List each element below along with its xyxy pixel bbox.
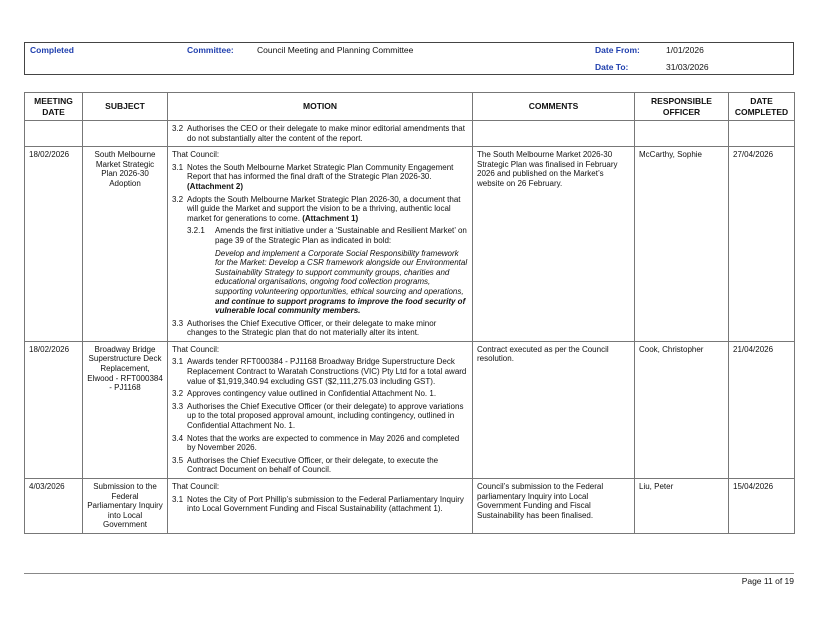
motion-item: 3.1 Notes the South Melbourne Market Strategic Plan Community Engagement Report that has informed the final draft of the Strategic Plan 2026-30. (Attachment 2): [172, 162, 454, 191]
motion-cell: [168, 121, 473, 147]
committee-value: Council Meeting and Planning Committee: [257, 45, 414, 55]
date-completed: 21/04/2026: [729, 341, 795, 478]
date-completed: 15/04/2026: [729, 479, 795, 534]
report-header: [24, 42, 794, 75]
motion-item: 3.2 Approves contingency value outlined in Confidential Attachment No. 1.: [172, 389, 437, 399]
meeting-date: 4/03/2026: [25, 479, 83, 534]
motion-subitem: 3.2.1 Amends the first initiative under a ‘Sustainable and Resilient Market’ on page 39 of the Strategic Plan as indicated in bold:: [187, 226, 467, 245]
table-row: [25, 479, 795, 534]
motion-cell: That Council: 3.1 Awards tender RFT000384 - PJ1168 Broadway Bridge Superstructure Deck Replacement Contract to Waratah Constructions (VIC) Pty Ltd for a total award value of $1,919,340.94 excluding GST ($2,111,275.03 including GST). 3.2 Approves contingency value outlined in Confidential Attachment No. 1. 3.3 Authorises the Chief Executive Officer (or their delegate) to approve variations up to the total proposed approval amount, including contingency, outlined in Confidential Attachment No. 1. 3.4 Notes that the works are expected to commence in May 2026 and completed by November 2026. 3.5 Authorises the Chief Executive Officer, or their delegate, to execute the Contract Document on behalf of Council.: [168, 341, 473, 478]
motion-quote: Develop and implement a Corporate Social Responsibility framework for the Market: Develop a CSR framework alongside our Environmental Sustainability Strategy to support community groups, charities and educational organisations, ongoing food collection programs, supporting volunteering opportunities, ethical sourcing and operations, and continue to support programs to improve the food security of vulnerable local community members.: [215, 248, 468, 316]
meeting-date: 18/02/2026: [25, 147, 83, 342]
table-header-row: [25, 93, 795, 121]
responsible-officer: Cook, Christopher: [635, 341, 729, 478]
motion-item: 3.5 Authorises the Chief Executive Officer, or their delegate, to execute the Contract Document on behalf of Council.: [172, 455, 439, 475]
action-table: [24, 92, 795, 534]
col-comments: COMMENTS: [473, 93, 635, 121]
table-row: [25, 121, 795, 147]
motion-item: 3.1 Notes the City of Port Phillip’s submission to the Federal Parliamentary Inquiry into Local Government Funding and Fiscal Sustainability (attachment 1).: [172, 494, 464, 514]
page-number: Page 11 of 19: [741, 576, 794, 586]
motion-cell: That Council: 3.1 Notes the South Melbourne Market Strategic Plan Community Engagement Report that has informed the final draft of the Strategic Plan 2026-30. (Attachment 2) 3.2 Adopts the South Melbourne Market Strategic Plan 2026-30, a document that will guide the Market and support the vision to be a thriving, authentic local market for generations to come. (Attachment 1) 3.2.1 Amends the first initiative under a ‘Sustainable and Resilient Market’ on page 39 of the Strategic Plan as indicated in bold: Develop and implement a Corporate Social Responsibility framework for the Market: Develop a CSR framework alongside our Environmental Sustainability Strategy to support community groups, charities and educational organisations, ongoing food collection programs, supporting volunteering opportunities, ethical sourcing and operations, and continue to support programs to improve the food security of vulnerable local community members. 3.3 Authorises the Chief Executive Officer, or their delegate to make minor changes to the Strategic plan that do not materially alter its intent.: [168, 147, 473, 342]
status-label: Completed: [30, 45, 74, 55]
responsible-officer: McCarthy, Sophie: [635, 147, 729, 342]
motion-item: 3.1 Awards tender RFT000384 - PJ1168 Broadway Bridge Superstructure Deck Replacement Contract to Waratah Constructions (VIC) Pty Ltd for a total award value of $1,919,340.94 excluding GST ($2,111,275.03 including GST).: [172, 357, 467, 386]
committee-label: Committee:: [187, 45, 234, 55]
comments: The South Melbourne Market 2026-30 Strategic Plan was finalised in February 2026 and published on the Market’s website on 26 February.: [473, 147, 635, 342]
comments: Contract executed as per the Council resolution.: [473, 341, 635, 478]
comments: Council’s submission to the Federal parliamentary Inquiry into Local Government Funding and Fiscal Sustainability has been finalised.: [473, 479, 635, 534]
motion-item: 3.3 Authorises the Chief Executive Officer (or their delegate) to approve variations up to the total proposed approval amount, including contingency, outlined in Confidential Attachment No. 1.: [172, 401, 464, 431]
col-subject: SUBJECT: [83, 93, 168, 121]
subject: Submission to the Federal Parliamentary Inquiry into Local Government: [83, 479, 168, 534]
col-date-completed: DATE COMPLETED: [729, 93, 795, 121]
motion-item: 3.3 Authorises the Chief Executive Officer, or their delegate to make minor changes to the Strategic plan that do not materially alter its intent.: [172, 318, 437, 338]
date-to-label: Date To:: [595, 62, 629, 72]
motion-item: 3.4 Notes that the works are expected to commence in May 2026 and completed by November 2026.: [172, 433, 460, 453]
col-responsible-officer: RESPONSIBLE OFFICER: [635, 93, 729, 121]
col-motion: MOTION: [168, 93, 473, 121]
footer-divider: [24, 573, 794, 574]
date-from-label: Date From:: [595, 45, 640, 55]
date-from-value: 1/01/2026: [666, 45, 704, 55]
responsible-officer: Liu, Peter: [635, 479, 729, 534]
motion-item: 3.2 Adopts the South Melbourne Market Strategic Plan 2026-30, a document that will guide the Market and support the vision to be a thriving, authentic local market for generations to come. (Attachment 1): [172, 194, 461, 223]
motion-cell: That Council: 3.1 Notes the City of Port Phillip’s submission to the Federal Parliamentary Inquiry into Local Government Funding and Fiscal Sustainability (attachment 1).: [168, 479, 473, 534]
subject: South Melbourne Market Strategic Plan 2026-30 Adoption: [83, 147, 168, 342]
date-to-value: 31/03/2026: [666, 62, 709, 72]
motion-item: 3.2 Authorises the CEO or their delegate to make minor editorial amendments that do not substantially alter the content of the report.: [172, 124, 465, 143]
meeting-date: 18/02/2026: [25, 341, 83, 478]
table-row: [25, 341, 795, 478]
date-completed: 27/04/2026: [729, 147, 795, 342]
subject: Broadway Bridge Superstructure Deck Replacement, Elwood - RFT000384 - PJ1168: [83, 341, 168, 478]
col-meeting-date: MEETING DATE: [25, 93, 83, 121]
table-row: [25, 147, 795, 342]
